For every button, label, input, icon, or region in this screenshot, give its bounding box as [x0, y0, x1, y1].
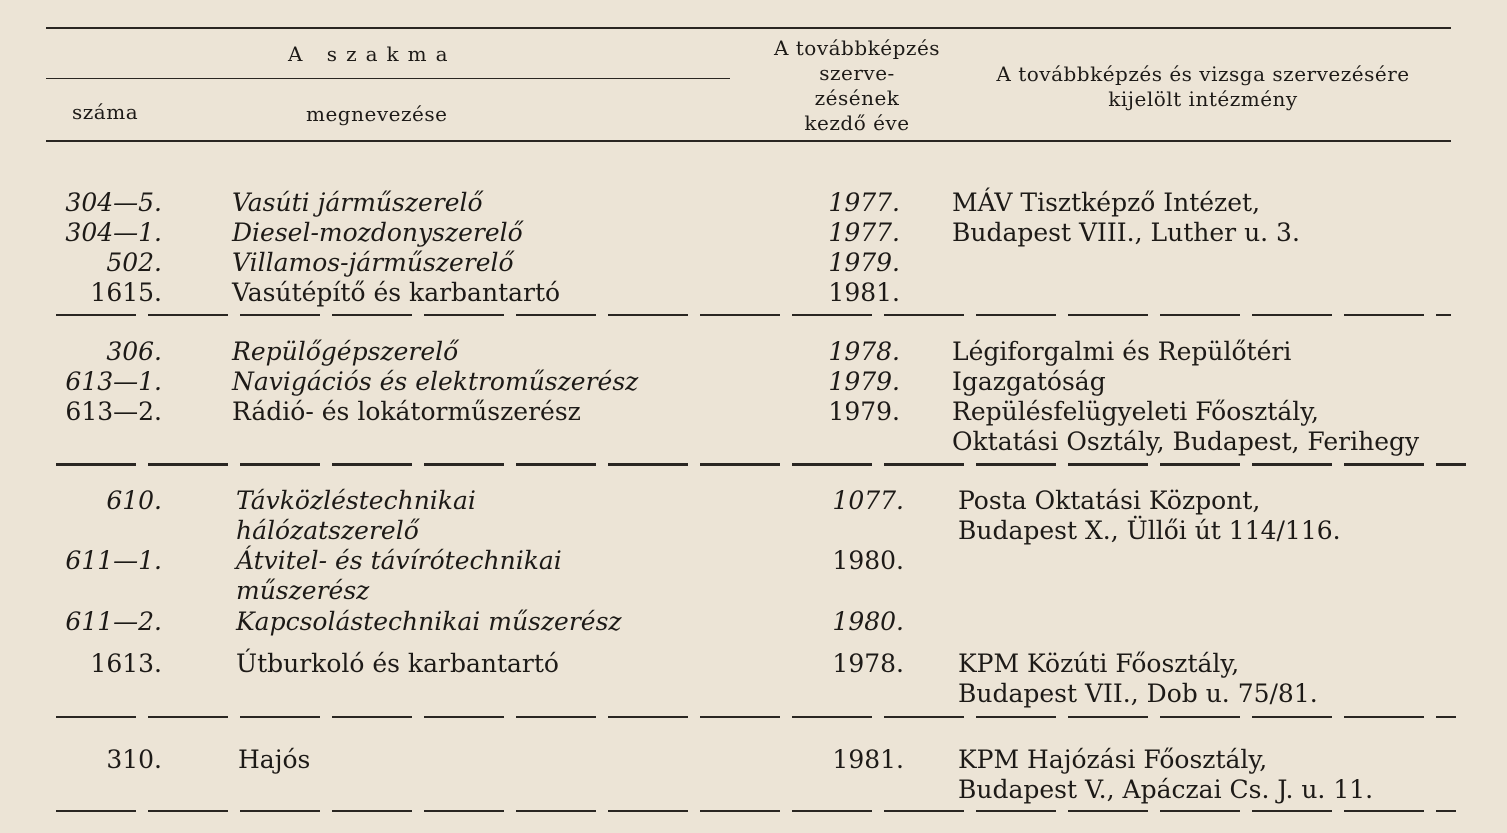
- szakma-name: Távközléstechnikai: [236, 486, 476, 515]
- institution-line: MÁV Tisztképző Intézet,: [952, 188, 1261, 217]
- szakma-name: Repülőgépszerelő: [232, 337, 459, 366]
- header-col-institution: [958, 62, 1448, 112]
- start-year: 1979.: [828, 397, 900, 426]
- szakma-name: Vasútépítő és karbantartó: [232, 278, 561, 307]
- table-row: [0, 486, 1507, 516]
- szakma-number: 502.: [106, 248, 162, 277]
- table-row: [0, 188, 1507, 218]
- institution-line: Budapest V., Apáczai Cs. J. u. 11.: [958, 775, 1374, 804]
- table-row: [0, 367, 1507, 397]
- institution-line: KPM Hajózási Főosztály,: [958, 745, 1268, 774]
- header-col-year-line: szerve-: [819, 61, 895, 85]
- institution-line: Igazgatóság: [952, 367, 1106, 396]
- table-row: [0, 745, 1507, 775]
- group-divider: [56, 463, 1466, 466]
- institution-line: KPM Közúti Főosztály,: [958, 649, 1240, 678]
- szakma-name: Diesel-mozdonyszerelő: [232, 218, 523, 247]
- header-col-institution-line: kijelölt intézmény: [1108, 87, 1298, 111]
- szakma-name: Hajós: [238, 745, 311, 774]
- start-year: 1977.: [828, 218, 900, 247]
- header-col-year-line: kezdő éve: [804, 111, 910, 135]
- institution-line: Budapest VII., Dob u. 75/81.: [958, 679, 1318, 708]
- start-year: 1979.: [828, 367, 900, 396]
- start-year: 1981.: [832, 745, 904, 774]
- szakma-number: 611—1.: [65, 546, 162, 575]
- start-year: 1981.: [828, 278, 900, 307]
- header-szakma-rule: [46, 78, 730, 79]
- szakma-number: 613—1.: [65, 367, 162, 396]
- header-col-year-line: A továbbképzés: [773, 36, 941, 60]
- institution-line: Posta Oktatási Központ,: [958, 486, 1261, 515]
- table-row: [0, 397, 1507, 427]
- szakma-name: hálózatszerelő: [236, 516, 419, 545]
- szakma-name: Kapcsolástechnikai műszerész: [236, 607, 622, 636]
- szakma-number: 306.: [106, 337, 162, 366]
- table-row: [0, 607, 1507, 637]
- szakma-name: Útburkoló és karbantartó: [236, 649, 559, 678]
- table-row-continuation: [0, 679, 1507, 709]
- szakma-number: 613—2.: [65, 397, 162, 426]
- institution-line: Repülésfelügyeleti Főosztály,: [952, 397, 1319, 426]
- table-row: [0, 218, 1507, 248]
- header-bottom-rule: [46, 140, 1451, 142]
- header-col-szama: száma: [72, 100, 139, 124]
- start-year: 1977.: [828, 188, 900, 217]
- start-year: 1077.: [832, 486, 904, 515]
- szakma-number: 310.: [106, 745, 162, 774]
- table-row-continuation: [0, 427, 1507, 457]
- header-col-megnevezese: megnevezése: [306, 102, 448, 126]
- table-row: [0, 546, 1507, 576]
- table-row-continuation: [0, 775, 1507, 805]
- group-divider: [56, 716, 1456, 718]
- header-col-year-line: zésének: [814, 86, 900, 110]
- start-year: 1980.: [832, 546, 904, 575]
- table-row-continuation: [0, 576, 1507, 606]
- table-row: [0, 649, 1507, 679]
- szakma-name: Navigációs és elektroműszerész: [232, 367, 639, 396]
- szakma-number: 611—2.: [65, 607, 162, 636]
- institution-line: Oktatási Osztály, Budapest, Ferihegy: [952, 427, 1420, 456]
- institution-line: Budapest X., Üllői út 114/116.: [958, 516, 1341, 545]
- szakma-name: műszerész: [236, 576, 370, 605]
- szakma-number: 1613.: [90, 649, 162, 678]
- table-row-continuation: [0, 516, 1507, 546]
- start-year: 1978.: [832, 649, 904, 678]
- szakma-number: 304—5.: [65, 188, 162, 217]
- szakma-name: Rádió- és lokátorműszerész: [232, 397, 581, 426]
- institution-line: Légiforgalmi és Repülőtéri: [952, 337, 1292, 366]
- top-rule: [46, 27, 1451, 29]
- table-row: [0, 278, 1507, 308]
- szakma-name: Vasúti járműszerelő: [232, 188, 483, 217]
- header-col-institution-line: A továbbképzés és vizsga szervezésére: [996, 62, 1410, 86]
- bottom-rule: [56, 810, 1456, 812]
- table-row: [0, 248, 1507, 278]
- table-row: [0, 337, 1507, 367]
- start-year: 1980.: [832, 607, 904, 636]
- group-divider: [56, 314, 1451, 316]
- szakma-name: Villamos-járműszerelő: [232, 248, 514, 277]
- szakma-number: 304—1.: [65, 218, 162, 247]
- header-col-year: [752, 36, 962, 136]
- start-year: 1979.: [828, 248, 900, 277]
- header-szakma-title: A szakma: [288, 42, 457, 66]
- szakma-number: 610.: [106, 486, 162, 515]
- start-year: 1978.: [828, 337, 900, 366]
- szakma-number: 1615.: [90, 278, 162, 307]
- institution-line: Budapest VIII., Luther u. 3.: [952, 218, 1300, 247]
- szakma-name: Átvitel- és távírótechnikai: [236, 546, 562, 575]
